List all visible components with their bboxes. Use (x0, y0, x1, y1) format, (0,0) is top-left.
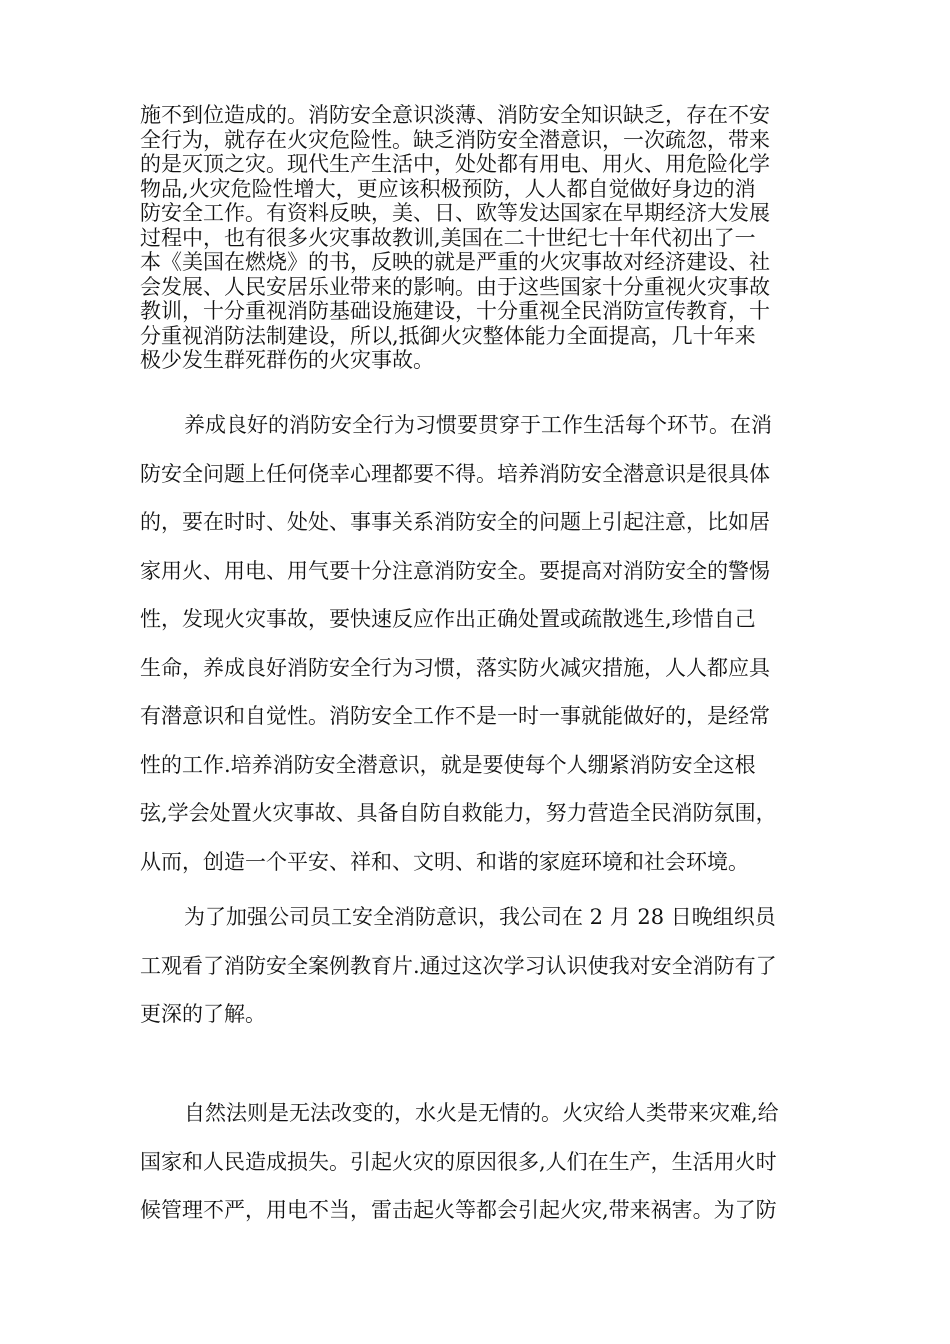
text-line: 物品,火灾危险性增大，更应该积极预防，人人都自觉做好身边的消 (140, 176, 756, 201)
text-line: 教训，十分重视消防基础设施建设，十分重视全民消防宣传教育，十 (140, 299, 770, 323)
paragraph-1 (140, 103, 840, 373)
text-line: 防安全问题上任何侥幸心理都要不得。培养消防安全潜意识是很具体 (140, 461, 770, 486)
text-line: 本《美国在燃烧》的书，反映的就是严重的火灾事故对经济建设、社 (140, 250, 770, 274)
text-line: 施不到位造成的。消防安全意识淡薄、消防安全知识缺乏，存在不安 (140, 103, 770, 127)
text-line: 家用火、用电、用气要十分注意消防安全。要提高对消防安全的警惕 (140, 558, 770, 583)
text-line: 分重视消防法制建设，所以,抵御火灾整体能力全面提高，几十年来 (140, 323, 756, 348)
text-line: 全行为，就存在火灾危险性。缺乏消防安全潜意识，一次疏忽，带来 (140, 127, 770, 152)
text-line: 工观看了消防安全案例教育片.通过这次学习认识使我对安全消防有了 (140, 953, 777, 978)
text-line: 会发展、人民安居乐业带来的影响。由于这些国家十分重视火灾事故 (140, 274, 770, 299)
text-line: 极少发生群死群伤的火灾事故。 (140, 348, 434, 372)
text-line: 国家和人民造成损失。引起火灾的原因很多,人们在生产，生活用火时 (140, 1149, 777, 1174)
text-line: 弦,学会处置火灾事故、具备自防自救能力，努力营造全民消防氛围， (140, 801, 777, 825)
paragraph-2 (140, 401, 840, 886)
text-line: 养成良好的消防安全行为习惯要贯穿于工作生活每个环节。在消 (184, 413, 772, 437)
text-line: 候管理不严，用电不当，雷击起火等都会引起火灾,带来祸害。为了防 (140, 1198, 777, 1222)
text-line: 自然法则是无法改变的，水火是无情的。火灾给人类带来灾难,给 (184, 1101, 779, 1125)
text-line: 的，要在时时、处处、事事关系消防安全的问题上引起注意，比如居 (140, 510, 770, 534)
text-line: 性的工作.培养消防安全潜意识，就是要使每个人绷紧消防安全这根 (140, 752, 756, 777)
text-line: 的是灭顶之灾。现代生产生活中，处处都有用电、用火、用危险化学 (140, 152, 770, 176)
text-line: 更深的了解。 (140, 1002, 266, 1026)
text-line: 防安全工作。有资料反映，美、日、欧等发达国家在早期经济大发展 (140, 201, 770, 225)
paragraph-3 (140, 893, 840, 1039)
text-line: 性，发现火灾事故，要快速反应作出正确处置或疏散逃生,珍惜自己 (140, 607, 756, 631)
text-line: 为了加强公司员工安全消防意识，我公司在 2 月 28 日晚组织员 (184, 905, 776, 929)
paragraph-4 (140, 1089, 840, 1235)
text-line: 过程中，也有很多火灾事故教训,美国在二十世纪七十年代初出了一 (140, 225, 756, 250)
text-line: 有潜意识和自觉性。消防安全工作不是一时一事就能做好的，是经常 (140, 704, 770, 728)
text-line: 生命，养成良好消防安全行为习惯，落实防火减灾措施，人人都应具 (140, 655, 770, 680)
text-line: 从而，创造一个平安、祥和、文明、和谐的家庭环境和社会环境。 (140, 849, 749, 874)
